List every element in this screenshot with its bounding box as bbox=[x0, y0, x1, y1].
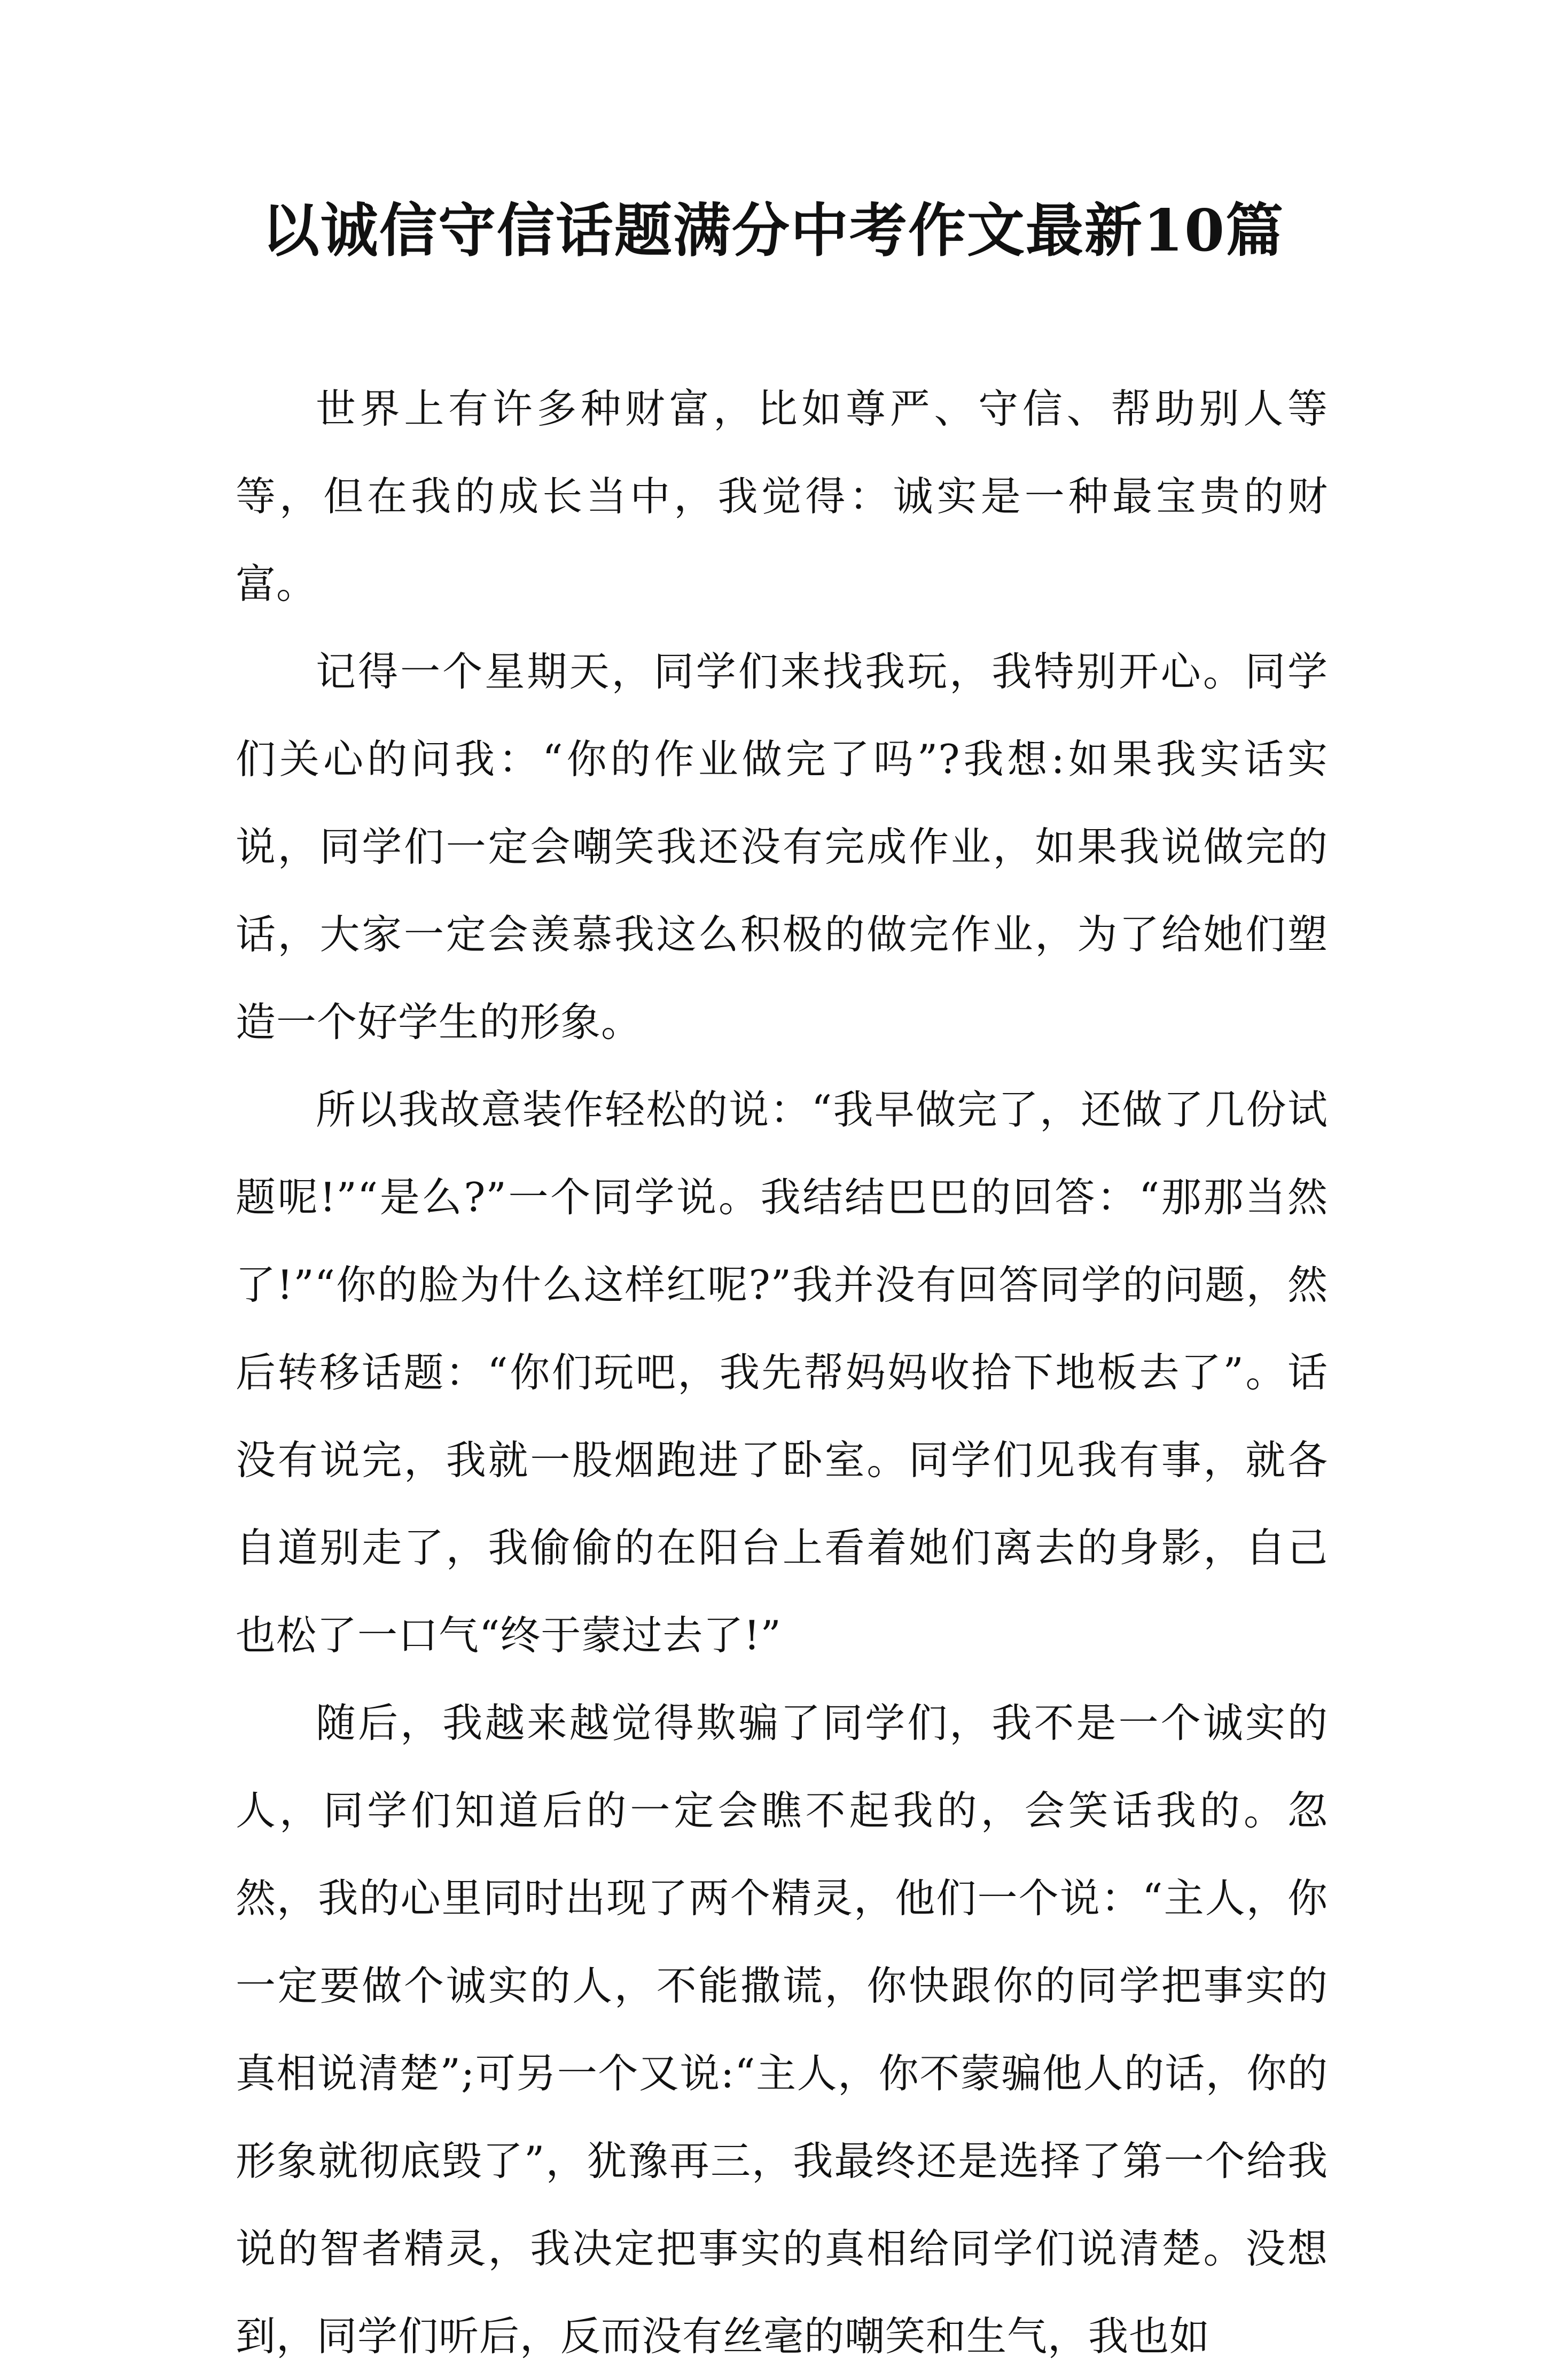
paragraph-3: 所以我故意装作轻松的说：“我早做完了，还做了几份试题呢!”“是么?”一个同学说。我结结巴巴的回答：“那那当然了!”“你的脸为什么这样红呢?”我并没有回答同学的问题，然后转移话题：“你们玩吧，我先帮妈妈收拾下地板去了”。话没有说完，我就一股烟跑进了卧室。同学们见我有事，就各自道别走了，我偷偷的在阳台上看着她们离去的身影，自己也松了一口气“终于蒙过去了!” bbox=[236, 1086, 1328, 1659]
document-body bbox=[236, 365, 1328, 2380]
document-title: 以诚信守信话题满分中考作文最新10篇 bbox=[261, 197, 1285, 264]
paragraph-1: 世界上有许多种财富，比如尊严、守信、帮助别人等等，但在我的成长当中，我觉得：诚实是一种最宝贵的财富。 bbox=[236, 385, 1328, 607]
paragraph-2: 记得一个星期天，同学们来找我玩，我特别开心。同学们关心的问我：“你的作业做完了吗”?我想:如果我实话实说，同学们一定会嘲笑我还没有完成作业，如果我说做完的话，大家一定会羡慕我这么积极的做完作业，为了给她们塑造一个好学生的形象。 bbox=[236, 648, 1328, 1045]
paragraph-4: 随后，我越来越觉得欺骗了同学们，我不是一个诚实的人，同学们知道后的一定会瞧不起我的，会笑话我的。忽然，我的心里同时出现了两个精灵，他们一个说：“主人，你一定要做个诚实的人，不能撒谎，你快跟你的同学把事实的真相说清楚”;可另一个又说:“主人，你不蒙骗他人的话，你的形象就彻底毁了”，犹豫再三，我最终还是选择了第一个给我说的智者精灵，我决定把事实的真相给同学们说清楚。没想到，同学们听后，反而没有丝毫的嘲笑和生气，我也如 bbox=[236, 1699, 1328, 2360]
